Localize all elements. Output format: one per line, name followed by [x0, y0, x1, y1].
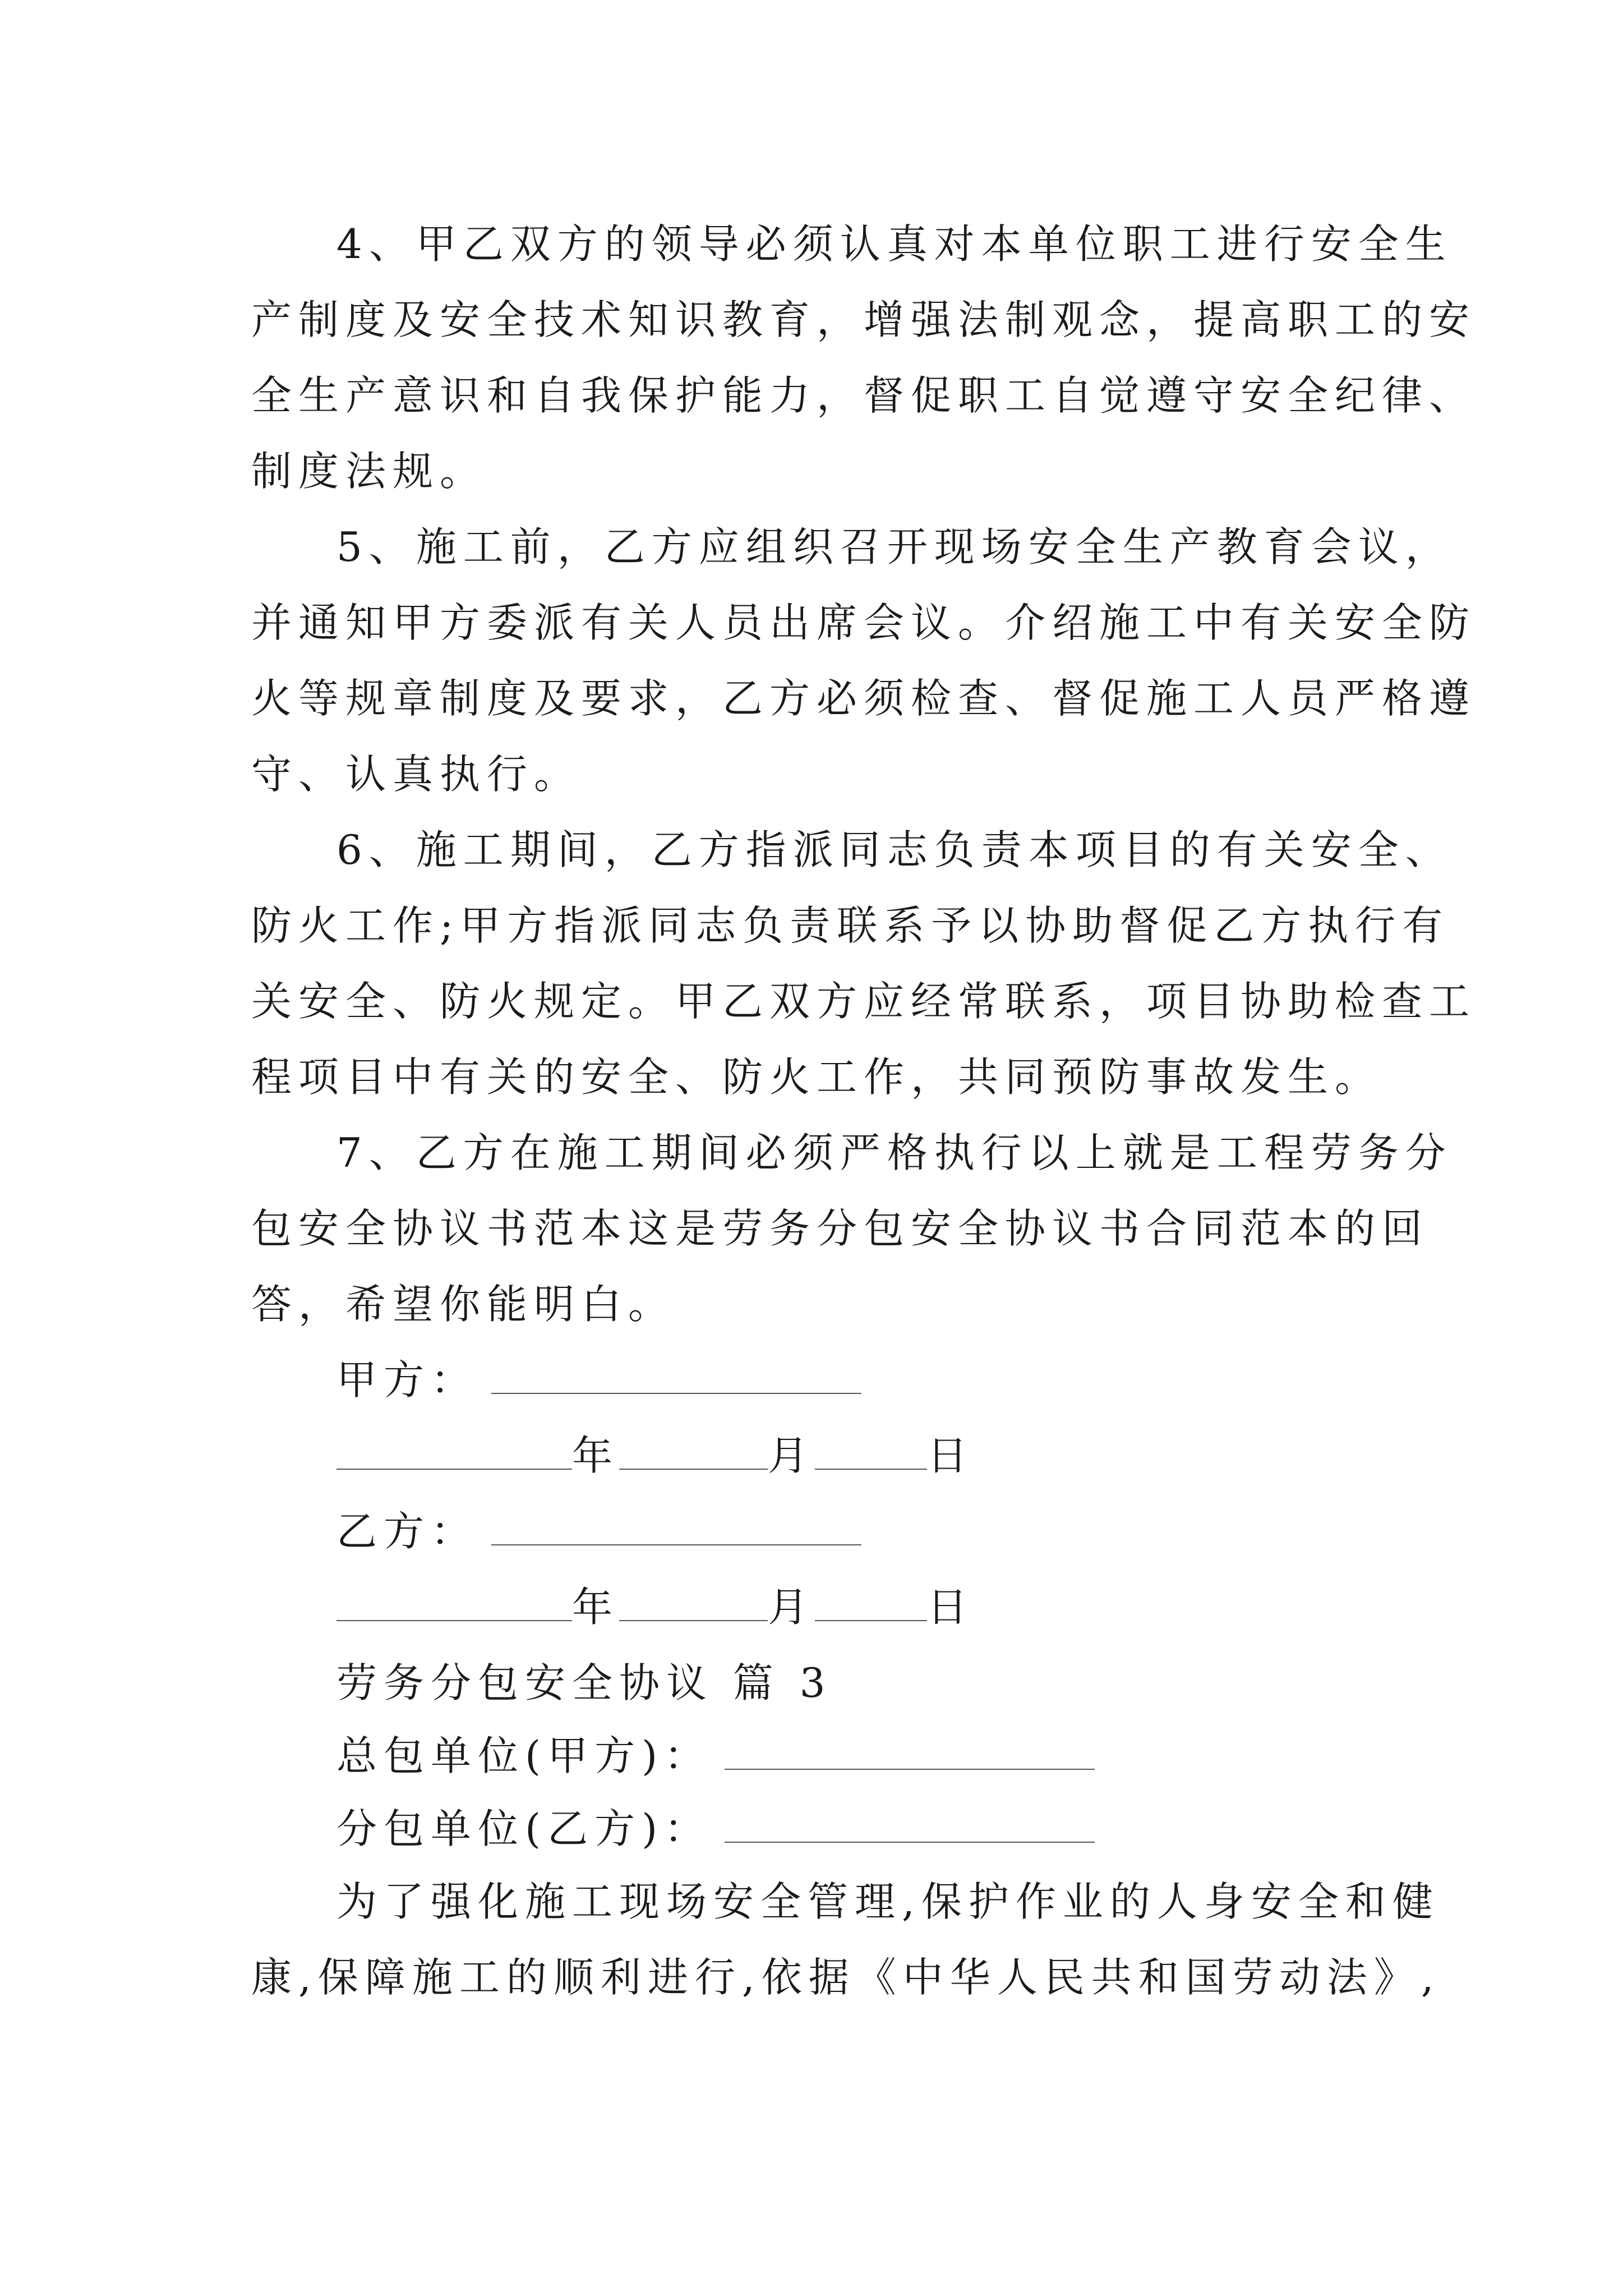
- paragraph-5-line-2: 并通知甲方委派有关人员出席会议。介绍施工中有关安全防: [251, 599, 1477, 646]
- paragraph-6-line-4: 程项目中有关的安全、防火工作，共同预防事故发生。: [251, 1053, 1382, 1101]
- subcontractor-blank[interactable]: [725, 1807, 1095, 1843]
- party-b-year-blank[interactable]: [336, 1585, 572, 1621]
- paragraph-5-line-1: 5、施工前，乙方应组织召开现场安全生产教育会议，: [336, 523, 1453, 570]
- party-a-month-blank[interactable]: [619, 1434, 768, 1470]
- subcontractor-line: [336, 1801, 1095, 1857]
- party-a-year-blank[interactable]: [336, 1434, 572, 1470]
- paragraph-6-line-2: 防火工作;甲方指派同志负责联系予以协助督促乙方执行有: [251, 902, 1450, 949]
- section-3-title: 劳务分包安全协议 篇 3: [336, 1659, 832, 1706]
- day-label: 日: [927, 1584, 975, 1631]
- paragraph-7-line-2: 包安全协议书范本这是劳务分包安全协议书合同范本的回: [251, 1205, 1430, 1252]
- party-a-line: [336, 1352, 861, 1408]
- paragraph-4-line-2: 产制度及安全技术知识教育，增强法制观念，提高职工的安: [251, 296, 1477, 343]
- contractor-line: [336, 1728, 1095, 1784]
- party-b-line: [336, 1503, 861, 1559]
- section-3-intro-line-2: 康,保障施工的顺利进行,依据《中华人民共和国劳动法》,: [251, 1954, 1441, 2001]
- party-b-month-blank[interactable]: [619, 1585, 768, 1621]
- year-label: 年: [572, 1432, 620, 1479]
- contractor-label: 总包单位(甲方)：: [336, 1732, 712, 1779]
- paragraph-4-line-1: 4、甲乙双方的领导必须认真对本单位职工进行安全生: [336, 220, 1453, 268]
- paragraph-6-line-1: 6、施工期间，乙方指派同志负责本项目的有关安全、: [336, 826, 1453, 873]
- paragraph-4-line-3: 全生产意识和自我保护能力，督促职工自觉遵守安全纪律、: [251, 372, 1477, 419]
- paragraph-4-line-4: 制度法规。: [251, 448, 487, 495]
- party-b-date-line: [336, 1579, 974, 1635]
- party-a-day-blank[interactable]: [815, 1434, 927, 1470]
- section-3-intro-line-1: 为了强化施工现场安全管理,保护作业的人身安全和健: [336, 1878, 1440, 1925]
- party-a-blank[interactable]: [491, 1358, 861, 1394]
- party-a-label: 甲方：: [336, 1356, 478, 1404]
- paragraph-7-line-1: 7、乙方在施工期间必须严格执行以上就是工程劳务分: [336, 1129, 1453, 1176]
- party-b-blank[interactable]: [491, 1510, 861, 1545]
- party-b-label: 乙方：: [336, 1508, 478, 1555]
- paragraph-7-line-3: 答，希望你能明白。: [251, 1281, 676, 1328]
- month-label: 月: [768, 1584, 815, 1631]
- party-a-date-line: [336, 1428, 974, 1484]
- paragraph-5-line-3: 火等规章制度及要求，乙方必须检查、督促施工人员严格遵: [251, 675, 1477, 722]
- subcontractor-label: 分包单位(乙方)：: [336, 1805, 712, 1852]
- month-label: 月: [768, 1432, 815, 1479]
- paragraph-5-line-4: 守、认真执行。: [251, 751, 582, 798]
- party-b-day-blank[interactable]: [815, 1585, 927, 1621]
- year-label: 年: [572, 1584, 620, 1631]
- day-label: 日: [927, 1432, 975, 1479]
- paragraph-6-line-3: 关安全、防火规定。甲乙双方应经常联系，项目协助检查工: [251, 978, 1477, 1025]
- contractor-blank[interactable]: [725, 1734, 1095, 1770]
